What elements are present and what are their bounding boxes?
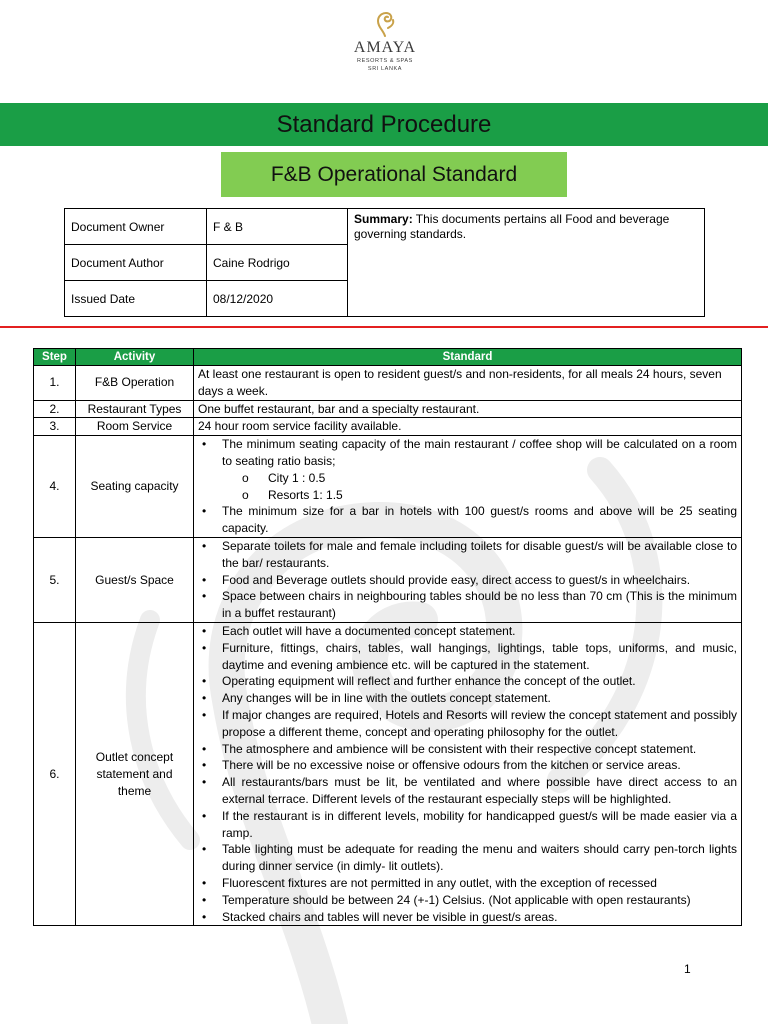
owner-value: F & B <box>207 209 348 245</box>
bullet-text: The minimum size for a bar in hotels with 100 guest/s rooms and above will be 25 seating capacity. <box>222 504 737 536</box>
bullet-item <box>198 892 737 909</box>
bullet-dot: • <box>202 707 207 722</box>
bullet-item <box>198 623 737 640</box>
bullet-text: The minimum seating capacity of the main restaurant / coffee shop will be calculated on a room to seating ratio basis; <box>222 437 737 468</box>
sub-bullet-item <box>198 470 737 487</box>
table-row <box>34 400 742 418</box>
bullet-dot: • <box>202 572 207 587</box>
standards-table <box>33 348 742 926</box>
bullet-item <box>198 690 737 707</box>
bullet-text: Separate toilets for male and female including toilets for disable guest/s will be available close to the bar/ restaurants. <box>222 538 737 570</box>
bullet-item <box>198 436 737 470</box>
standard-text: 24 hour room service facility available. <box>194 418 742 436</box>
bullet-text: Food and Beverage outlets should provide easy, direct access to guest/s in wheelchairs. <box>222 572 691 587</box>
page-subtitle: F&B Operational Standard <box>221 152 567 197</box>
table-row <box>34 436 742 538</box>
spiral-leaf-icon <box>373 8 397 38</box>
bullet-dot: • <box>202 909 207 924</box>
bullet-text: Table lighting must be adequate for reading the menu and waiters should carry pen-torch lights during dinner service (in dimly- lit outlets). <box>222 842 737 874</box>
author-value: Caine Rodrigo <box>207 245 348 281</box>
step-number: 4. <box>34 436 76 538</box>
hollow-o: o <box>242 487 249 502</box>
step-number: 1. <box>34 366 76 401</box>
bullet-dot: • <box>202 623 207 638</box>
bullet-dot: • <box>202 892 207 907</box>
col-header-step: Step <box>34 349 76 366</box>
table-row <box>34 366 742 401</box>
summary-cell <box>348 209 705 317</box>
bullet-item <box>198 757 737 774</box>
document-info-table <box>64 208 705 317</box>
standard-text: One buffet restaurant, bar and a specialty restaurant. <box>194 400 742 418</box>
table-row <box>34 537 742 622</box>
bullet-dot: • <box>202 640 207 655</box>
bullet-text: Space between chairs in neighbouring tables should be no less than 70 cm (This is the minimum in a buffet restaurant) <box>222 589 737 621</box>
activity-name: Outlet concept statement and theme <box>76 622 194 925</box>
brand-logo <box>340 8 430 72</box>
sub-bullet-item <box>198 487 737 504</box>
bullet-item <box>198 774 737 808</box>
sub-bullet-text: City 1 : 0.5 <box>268 470 326 485</box>
table-row <box>34 418 742 436</box>
bullet-item <box>198 707 737 741</box>
step-number: 3. <box>34 418 76 436</box>
bullet-dot: • <box>202 674 207 689</box>
standard-list <box>194 436 742 538</box>
bullet-text: Fluorescent fixtures are not permitted in any outlet, with the exception of recessed <box>222 875 657 890</box>
page-number: 1 <box>684 962 691 976</box>
brand-location: SRI LANKA <box>367 66 403 72</box>
hollow-o: o <box>242 470 249 485</box>
bullet-dot: • <box>202 808 207 823</box>
activity-name: Restaurant Types <box>76 400 194 418</box>
owner-label: Document Owner <box>65 209 207 245</box>
summary-label: Summary: <box>354 212 413 226</box>
bullet-text: All restaurants/bars must be lit, be ventilated and where possible have direct access to an external terrace. Different levels of the restaurant especially steps will be highlighted. <box>222 775 737 806</box>
standard-list <box>194 537 742 622</box>
activity-name: Guest/s Space <box>76 537 194 622</box>
bullet-text: Stacked chairs and tables will never be visible in guest/s areas. <box>222 909 558 924</box>
bullet-text: There will be no excessive noise or offensive odours from the kitchen or service areas. <box>222 758 681 773</box>
bullet-text: Each outlet will have a documented concept statement. <box>222 623 516 638</box>
activity-name: F&B Operation <box>76 366 194 401</box>
date-label: Issued Date <box>65 281 207 317</box>
step-number: 2. <box>34 400 76 418</box>
bullet-text: Any changes will be in line with the outlets concept statement. <box>222 691 551 706</box>
bullet-dot: • <box>202 589 207 604</box>
col-header-activity: Activity <box>76 349 194 366</box>
bullet-text: Furniture, fittings, chairs, tables, wall hangings, lightings, table tops, uniforms, and music, daytime and evening ambience etc. will be captured in the statement. <box>222 640 737 672</box>
page-title: Standard Procedure <box>0 103 768 146</box>
bullet-dot: • <box>202 741 207 756</box>
bullet-dot: • <box>202 875 207 890</box>
bullet-item <box>198 588 737 622</box>
step-number: 5. <box>34 537 76 622</box>
bullet-text: If major changes are required, Hotels and Resorts will review the concept statement and possibly propose a different theme, concept and operating philosophy for the outlet. <box>222 707 737 739</box>
standard-text: At least one restaurant is open to resident guest/s and non-residents, for all meals 24 hours, seven days a week. <box>194 366 742 401</box>
bullet-item <box>198 572 737 589</box>
sub-bullet-text: Resorts 1: 1.5 <box>268 487 343 502</box>
bullet-text: The atmosphere and ambience will be consistent with their respective concept statement. <box>222 741 697 756</box>
bullet-item <box>198 538 737 572</box>
activity-name: Room Service <box>76 418 194 436</box>
bullet-item <box>198 673 737 690</box>
bullet-item <box>198 909 737 926</box>
bullet-dot: • <box>202 842 207 857</box>
standard-list <box>194 622 742 925</box>
brand-subtitle: RESORTS & SPAS <box>357 58 413 64</box>
bullet-item <box>198 808 737 842</box>
step-number: 6. <box>34 622 76 925</box>
bullet-item <box>198 875 737 892</box>
col-header-standard: Standard <box>194 349 742 366</box>
bullet-dot: • <box>202 691 207 706</box>
date-value: 08/12/2020 <box>207 281 348 317</box>
bullet-item <box>198 841 737 875</box>
divider-line <box>0 326 768 328</box>
bullet-item <box>198 741 737 758</box>
bullet-text: If the restaurant is in different levels, mobility for handicapped guest/s will be made easier via a ramp. <box>222 808 737 840</box>
bullet-dot: • <box>202 437 207 452</box>
bullet-item <box>198 503 737 537</box>
bullet-dot: • <box>202 758 207 773</box>
bullet-item <box>198 640 737 674</box>
bullet-text: Operating equipment will reflect and further enhance the concept of the outlet. <box>222 674 636 689</box>
bullet-dot: • <box>202 504 207 519</box>
table-row <box>34 622 742 925</box>
bullet-text: Temperature should be between 24 (+-1) Celsius. (Not applicable with open restaurants) <box>222 892 691 907</box>
author-label: Document Author <box>65 245 207 281</box>
brand-name: AMAYA <box>353 39 417 56</box>
bullet-dot: • <box>202 775 207 790</box>
activity-name: Seating capacity <box>76 436 194 538</box>
summary-text: This documents pertains all Food and beverage governing standards. <box>354 212 670 241</box>
bullet-dot: • <box>202 538 207 553</box>
